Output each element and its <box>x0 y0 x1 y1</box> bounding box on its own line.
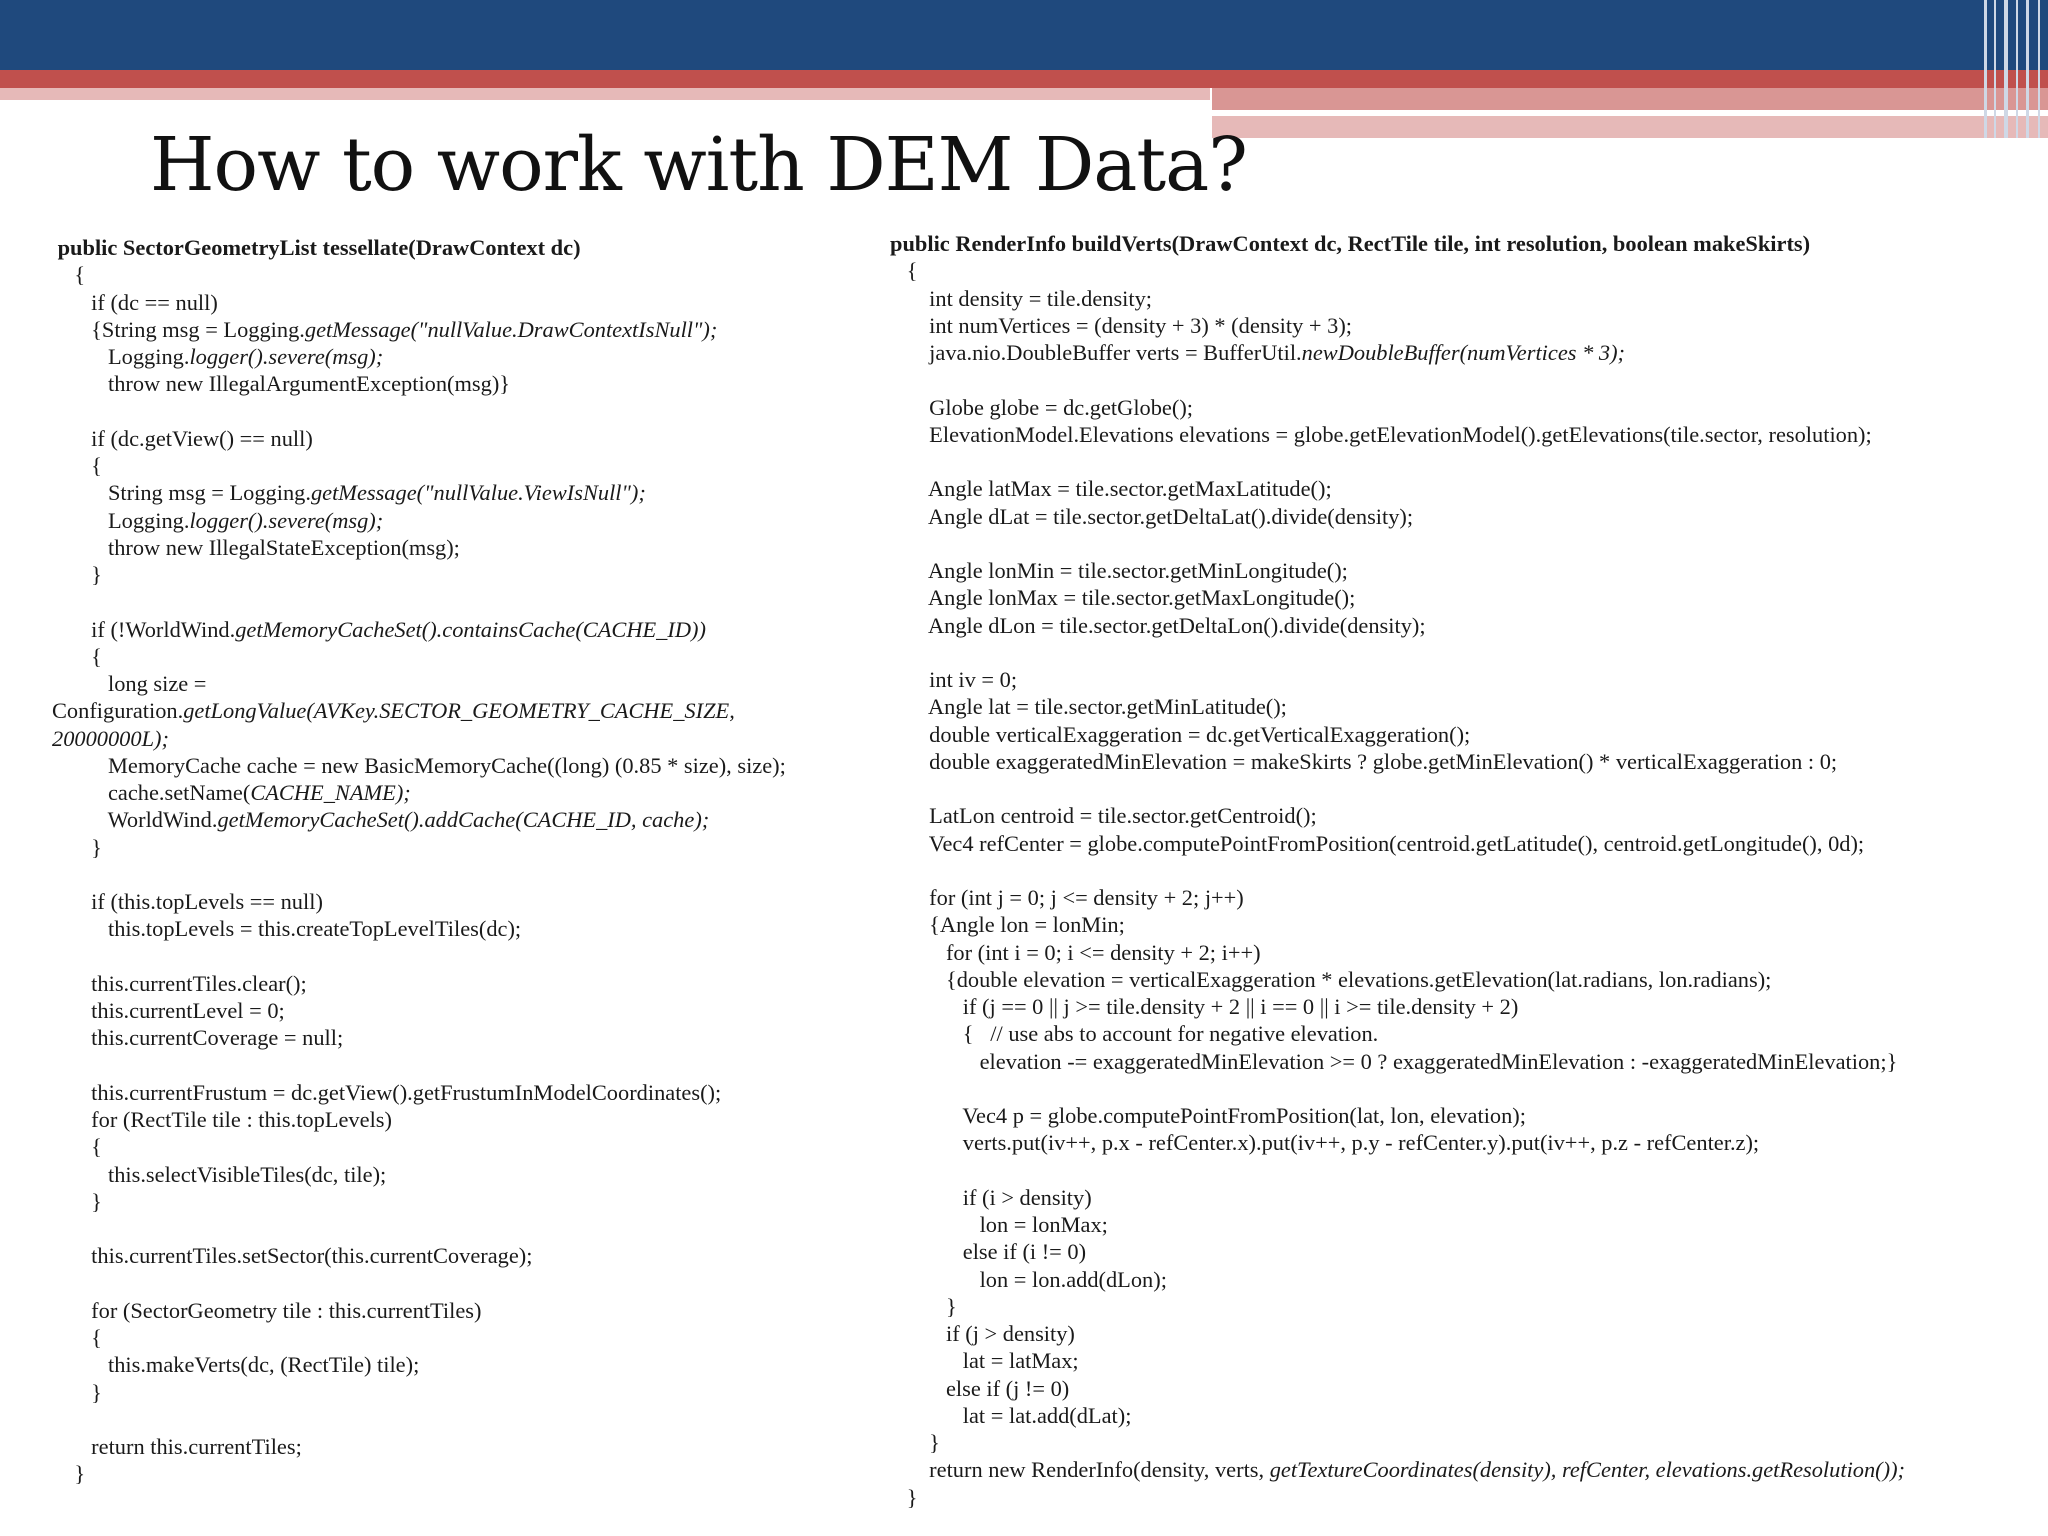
code-line <box>890 1456 1905 1483</box>
code-line <box>52 507 786 534</box>
code-line: { <box>52 262 86 288</box>
code-line: } <box>52 1461 86 1487</box>
code-line: Angle dLon = tile.sector.getDeltaLon().divide(density); <box>890 612 1426 638</box>
code-line <box>52 1270 786 1297</box>
code-token: getMessage("nullValue.DrawContextIsNull"); <box>304 316 718 342</box>
code-line <box>52 1406 786 1433</box>
code-line <box>52 588 786 615</box>
code-token: Logging. <box>52 507 190 533</box>
code-line: else if (j != 0) <box>890 1375 1070 1401</box>
code-line: int numVertices = (density + 3) * (density + 3); <box>890 312 1352 338</box>
code-line: } <box>890 1430 940 1455</box>
slide-title: How to work with DEM Data? <box>150 122 1247 208</box>
code-token: getTextureCoordinates(density), refCenter, elevations.getResolution()); <box>1269 1457 1906 1483</box>
code-line: if (j == 0 || j >= tile.density + 2 || i == 0 || i >= tile.density + 2) <box>890 994 1519 1019</box>
code-line: } <box>890 1484 918 1510</box>
code-token: logger().severe(msg); <box>189 507 384 533</box>
code-line: Angle lat = tile.sector.getMinLatitude(); <box>890 694 1287 720</box>
code-line <box>52 343 786 370</box>
code-line: double verticalExaggeration = dc.getVerticalExaggeration(); <box>890 721 1471 747</box>
code-line: if (j > density) <box>890 1321 1075 1346</box>
code-token: Logging. <box>52 344 190 369</box>
code-line <box>890 530 1905 557</box>
code-line: this.currentLevel = 0; <box>52 998 285 1023</box>
code-line <box>52 779 786 806</box>
code-line <box>890 1157 1905 1184</box>
code-line: Globe globe = dc.getGlobe(); <box>890 394 1194 420</box>
code-line: for (int j = 0; j <= density + 2; j++) <box>890 885 1244 910</box>
code-line: this.currentCoverage = null; <box>52 1025 344 1051</box>
code-line: MemoryCache cache = new BasicMemoryCache((long) (0.85 * size), size); <box>52 752 786 778</box>
code-line: lat = latMax; <box>890 1348 1079 1374</box>
code-line: this.currentTiles.clear(); <box>52 970 307 996</box>
code-line: { // use abs to account for negative elevation. <box>890 1021 1379 1047</box>
header-stripes <box>1980 0 2048 138</box>
code-line: verts.put(iv++, p.x - refCenter.x).put(iv++, p.y - refCenter.y).put(iv++, p.z - refCenter.z); <box>890 1130 1760 1156</box>
code-token: 20000000L); <box>52 725 169 751</box>
code-token: CACHE_NAME); <box>250 780 411 805</box>
code-token: getMemoryCacheSet().containsCache(CACHE_ID)) <box>235 616 706 642</box>
code-token: getMemoryCacheSet().addCache(CACHE_ID, cache); <box>217 807 710 833</box>
code-line: {double elevation = verticalExaggeration * elevations.getElevation(lat.radians, lon.radians); <box>890 966 1772 992</box>
code-token: newDoubleBuffer(numVertices * 3); <box>1301 340 1625 365</box>
code-line: int density = tile.density; <box>890 285 1153 311</box>
code-line: lon = lon.add(dLon); <box>890 1266 1167 1292</box>
code-token: getMessage("nullValue.ViewIsNull"); <box>310 480 646 506</box>
code-signature-line: public RenderInfo buildVerts(DrawContext dc, RectTile tile, int resolution, boolean makeSkirts) <box>890 231 1811 256</box>
code-line: { <box>890 258 918 284</box>
code-token: if (!WorldWind. <box>52 616 236 642</box>
code-line: } <box>890 1293 957 1319</box>
code-token: java.nio.DoubleBuffer verts = BufferUtil. <box>890 340 1302 365</box>
code-line <box>52 1215 786 1242</box>
code-line: lon = lonMax; <box>890 1212 1108 1237</box>
code-line: long size = <box>52 671 207 696</box>
code-block-tessellate <box>52 234 786 1488</box>
code-line <box>890 639 1905 666</box>
code-line <box>52 861 786 888</box>
code-line: lat = lat.add(dLat); <box>890 1402 1132 1428</box>
code-line <box>890 1075 1905 1102</box>
code-line: { <box>52 643 102 669</box>
header-band-accent <box>1212 88 2048 110</box>
code-line: for (RectTile tile : this.topLevels) <box>52 1107 392 1132</box>
code-token: logger().severe(msg); <box>189 344 384 369</box>
code-line: Angle latMax = tile.sector.getMaxLatitude(); <box>890 476 1332 502</box>
code-line <box>52 806 786 833</box>
code-line: if (dc.getView() == null) <box>52 425 313 451</box>
code-line: this.topLevels = this.createTopLevelTiles(dc); <box>52 916 522 942</box>
code-token: String msg = Logging. <box>52 480 311 506</box>
code-line: for (SectorGeometry tile : this.currentTiles) <box>52 1297 482 1323</box>
code-line: int iv = 0; <box>890 667 1018 692</box>
header-band-red <box>0 70 2048 88</box>
code-line: } <box>52 1188 102 1214</box>
code-line <box>890 775 1905 802</box>
code-line: } <box>52 562 102 587</box>
header-band-accent-lower <box>1212 116 2048 138</box>
code-line: if (this.topLevels == null) <box>52 889 323 914</box>
code-token: cache.setName( <box>52 780 251 805</box>
code-line: this.makeVerts(dc, (RectTile) tile); <box>52 1352 420 1378</box>
code-line <box>890 857 1905 884</box>
code-line: ElevationModel.Elevations elevations = globe.getElevationModel().getElevations(tile.sector, resolution); <box>890 421 1872 447</box>
code-line: Vec4 refCenter = globe.computePointFromPosition(centroid.getLatitude(), centroid.getLongitude(), 0d); <box>890 830 1865 856</box>
code-line <box>52 289 786 316</box>
code-line: } <box>52 1379 102 1405</box>
code-token: {String msg = Logging. <box>52 316 305 342</box>
code-line <box>52 479 786 506</box>
code-line <box>52 398 786 425</box>
code-token: WorldWind. <box>52 807 218 833</box>
code-line: Angle lonMax = tile.sector.getMaxLongitude(); <box>890 585 1356 611</box>
code-token: return new RenderInfo(density, verts, <box>890 1457 1270 1483</box>
code-line: } <box>52 834 102 860</box>
code-line <box>52 943 786 970</box>
code-line: this.currentTiles.setSector(this.currentCoverage); <box>52 1243 533 1269</box>
code-signature-line: public SectorGeometryList tessellate(DrawContext dc) <box>52 235 581 260</box>
code-line: return this.currentTiles; <box>52 1434 302 1459</box>
header-band-pink <box>0 88 1210 100</box>
code-line <box>890 448 1905 475</box>
code-line: LatLon centroid = tile.sector.getCentroid(); <box>890 803 1317 829</box>
code-line <box>52 316 786 343</box>
code-line <box>890 339 1905 366</box>
code-block-buildverts <box>890 230 1905 1511</box>
code-line: { <box>52 1325 102 1350</box>
code-line: { <box>52 453 102 478</box>
code-line: else if (i != 0) <box>890 1239 1087 1265</box>
code-line: Angle dLat = tile.sector.getDeltaLat().divide(density); <box>890 503 1414 529</box>
code-line: for (int i = 0; i <= density + 2; i++) <box>890 939 1261 965</box>
code-line <box>52 725 786 752</box>
code-token: Configuration. <box>52 698 184 724</box>
code-line: if (i > density) <box>890 1184 1092 1210</box>
code-line: Vec4 p = globe.computePointFromPosition(lat, lon, elevation); <box>890 1103 1526 1128</box>
header-band-blue <box>0 0 2048 70</box>
code-line: throw new IllegalArgumentException(msg)} <box>52 371 511 397</box>
code-line: throw new IllegalStateException(msg); <box>52 534 460 560</box>
code-token: getLongValue(AVKey.SECTOR_GEOMETRY_CACHE_SIZE, <box>183 698 735 724</box>
code-line: elevation -= exaggeratedMinElevation >= 0 ? exaggeratedMinElevation : -exaggeratedMinElevation;} <box>890 1048 1898 1074</box>
code-line: double exaggeratedMinElevation = makeSkirts ? globe.getMinElevation() * verticalExaggeration : 0; <box>890 748 1838 774</box>
code-line: {Angle lon = lonMin; <box>890 912 1125 938</box>
code-line <box>52 697 786 724</box>
code-line <box>52 616 786 643</box>
code-line: this.currentFrustum = dc.getView().getFrustumInModelCoordinates(); <box>52 1079 722 1105</box>
code-line: Angle lonMin = tile.sector.getMinLongitude(); <box>890 558 1348 583</box>
code-line <box>52 1052 786 1079</box>
code-line <box>890 366 1905 393</box>
code-line: { <box>52 1134 102 1160</box>
code-line: this.selectVisibleTiles(dc, tile); <box>52 1161 387 1187</box>
code-token: if (dc == null) <box>52 289 218 315</box>
